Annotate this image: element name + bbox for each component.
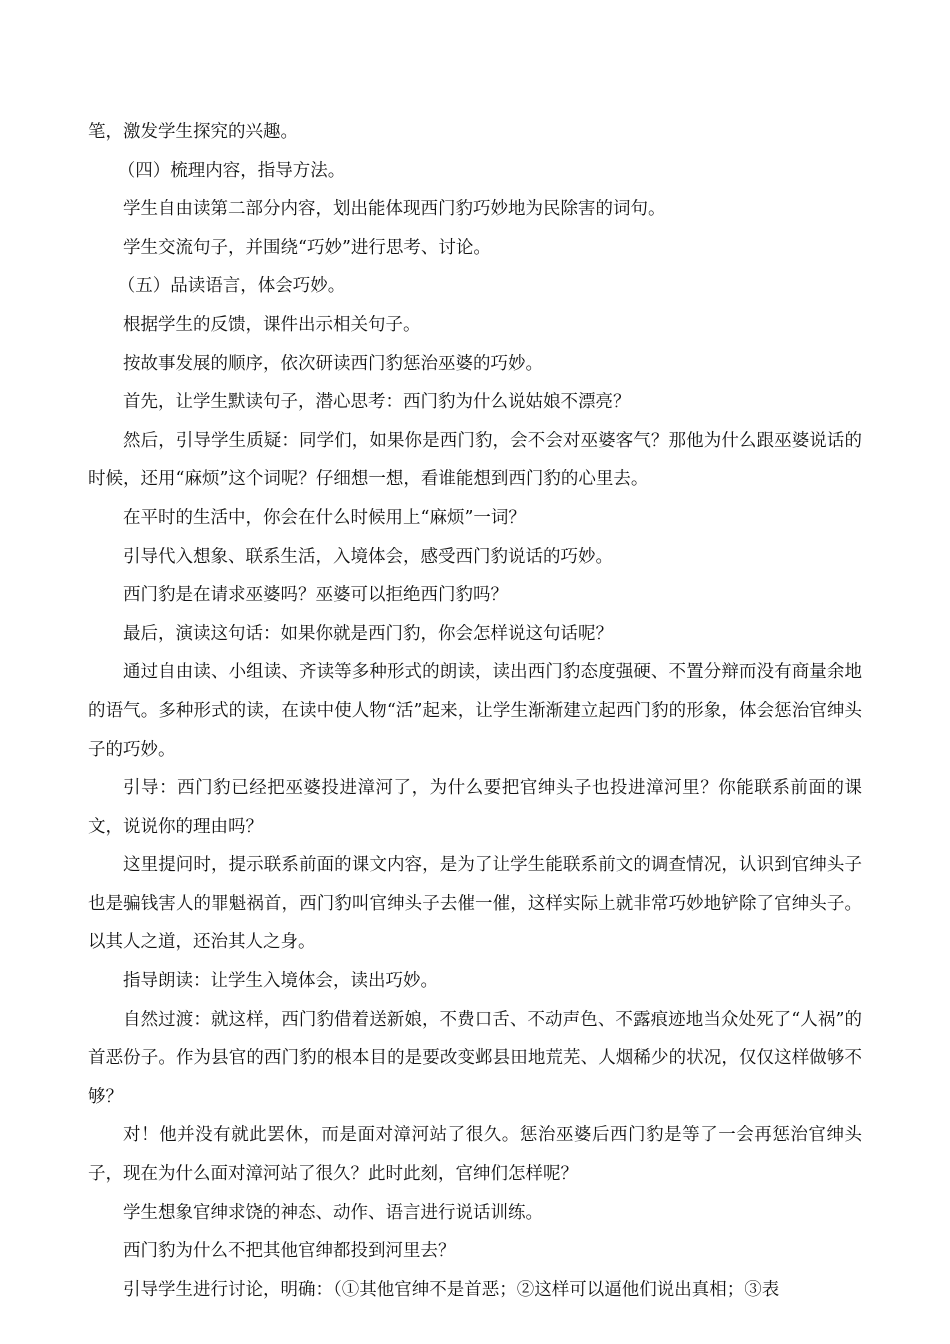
paragraph: 引导代入想象、联系生活，入境体会，感受西门豹说话的巧妙。 xyxy=(123,546,613,567)
paragraph: 学生交流句子，并围绕“巧妙”进行思考、讨论。 xyxy=(123,237,491,258)
paragraph-continuation: 笔，激发学生探究的兴趣。 xyxy=(88,122,298,142)
paragraph: 根据学生的反馈，课件出示相关句子。 xyxy=(123,314,421,335)
paragraph: 最后，演读这句话：如果你就是西门豹，你会怎样说这句话呢？ xyxy=(123,623,613,644)
body-text xyxy=(88,113,862,1309)
paragraph: 通过自由读、小组读、齐读等多种形式的朗读，读出西门豹态度强硬、不置分辩而没有商量余地的语气。多种形式的读，在读中使人物“活”起来，让学生渐渐建立起西门豹的形象，体会惩治官绅头子的巧妙。 xyxy=(88,662,862,760)
paragraph: 指导朗读：让学生入境体会，读出巧妙。 xyxy=(123,971,438,992)
paragraph: 首先，让学生默读句子，潜心思考：西门豹为什么说姑娘不漂亮？ xyxy=(123,392,631,413)
paragraph: 按故事发展的顺序，依次研读西门豹惩治巫婆的巧妙。 xyxy=(123,353,543,374)
paragraph: 这里提问时，提示联系前面的课文内容，是为了让学生能联系前文的调查情况，认识到官绅头子也是骗钱害人的罪魁祸首，西门豹叫官绅头子去催一催，这样实际上就非常巧妙地铲除了官绅头子。以其人之道，还治其人之身。 xyxy=(88,855,862,953)
paragraph: 西门豹是在请求巫婆吗？巫婆可以拒绝西门豹吗？ xyxy=(123,585,508,606)
paragraph: 学生自由读第二部分内容，划出能体现西门豹巧妙地为民除害的词句。 xyxy=(123,199,666,220)
paragraph: 西门豹为什么不把其他官绅都投到河里去？ xyxy=(123,1241,456,1262)
paragraph: 在平时的生活中，你会在什么时候用上“麻烦”一词？ xyxy=(123,507,526,528)
paragraph: 引导学生进行讨论，明确：（①其他官绅不是首恶；②这样可以逼他们说出真相；③表 xyxy=(123,1279,780,1300)
section-heading-5: （五）品读语言，体会巧妙。 xyxy=(117,276,346,297)
paragraph: 引导：西门豹已经把巫婆投进漳河了，为什么要把官绅头子也投进漳河里？你能联系前面的课文，说说你的理由吗？ xyxy=(88,778,862,837)
section-heading-4: （四）梳理内容，指导方法。 xyxy=(117,160,346,181)
paragraph: 对！他并没有就此罢休，而是面对漳河站了很久。惩治巫婆后西门豹是等了一会再惩治官绅头子，现在为什么面对漳河站了很久？此时此刻，官绅们怎样呢？ xyxy=(88,1125,862,1185)
paragraph: 然后，引导学生质疑：同学们，如果你是西门豹，会不会对巫婆客气？那他为什么跟巫婆说话的时候，还用“麻烦”这个词呢？仔细想一想，看谁能想到西门豹的心里去。 xyxy=(88,430,862,490)
paragraph: 自然过渡：就这样，西门豹借着送新娘，不费口舌、不动声色、不露痕迹地当众处死了“人祸”的首恶份子。作为县官的西门豹的根本目的是要改变邺县田地荒芜、人烟稀少的状况，仅仅这样做够不够？ xyxy=(88,1009,862,1107)
paragraph: 学生想象官绅求饶的神态、动作、语言进行说话训练。 xyxy=(123,1202,543,1223)
